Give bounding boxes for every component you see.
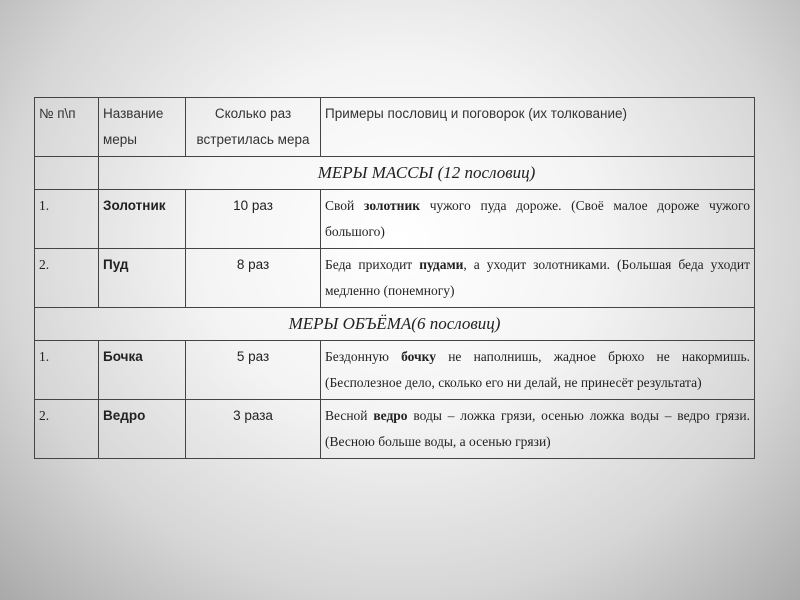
row-num: 1.	[35, 341, 99, 400]
measure-name: Пуд	[99, 249, 186, 308]
proverb-keyword: бочку	[401, 349, 437, 364]
measure-count: 3 раза	[186, 400, 321, 459]
proverb-keyword: пудами	[419, 257, 464, 272]
header-count: Сколько раз встретилась мера	[186, 98, 321, 157]
measure-count: 8 раз	[186, 249, 321, 308]
row-num: 2.	[35, 400, 99, 459]
measure-count: 5 раз	[186, 341, 321, 400]
header-num: № п\п	[35, 98, 99, 157]
table-header-row	[35, 98, 755, 157]
measures-table	[34, 97, 755, 459]
proverb-text: Беда приходит пудами, а уходит золотниками. (Большая беда уходит медленно (понемногу)	[321, 249, 755, 308]
row-num: 1.	[35, 190, 99, 249]
section-row-mass	[35, 157, 755, 190]
section-row-volume	[35, 308, 755, 341]
measure-name: Золотник	[99, 190, 186, 249]
table-row	[35, 400, 755, 459]
proverb-keyword: золотник	[363, 198, 420, 213]
proverb-text: Свой золотник чужого пуда дороже. (Своё малое дороже чужого большого)	[321, 190, 755, 249]
proverb-text: Бездонную бочку не наполнишь, жадное брюхо не накормишь. (Бесполезное дело, сколько его ни делай, не принесёт результата)	[321, 341, 755, 400]
proverb-text: Весной ведро воды – ложка грязи, осенью ложка воды – ведро грязи. (Весною больше воды, а осенью грязи)	[321, 400, 755, 459]
header-name: Название меры	[99, 98, 186, 157]
proverb-keyword: ведро	[373, 408, 408, 423]
measure-count: 10 раз	[186, 190, 321, 249]
header-examples: Примеры пословиц и поговорок (их толкование)	[321, 98, 755, 157]
table-row	[35, 249, 755, 308]
table-row	[35, 190, 755, 249]
table-row	[35, 341, 755, 400]
measure-name: Ведро	[99, 400, 186, 459]
measure-name: Бочка	[99, 341, 186, 400]
section-title-volume: МЕРЫ ОБЪЁМА(6 пословиц)	[35, 308, 755, 341]
section-title-mass: МЕРЫ МАССЫ (12 пословиц)	[99, 157, 755, 190]
row-num: 2.	[35, 249, 99, 308]
